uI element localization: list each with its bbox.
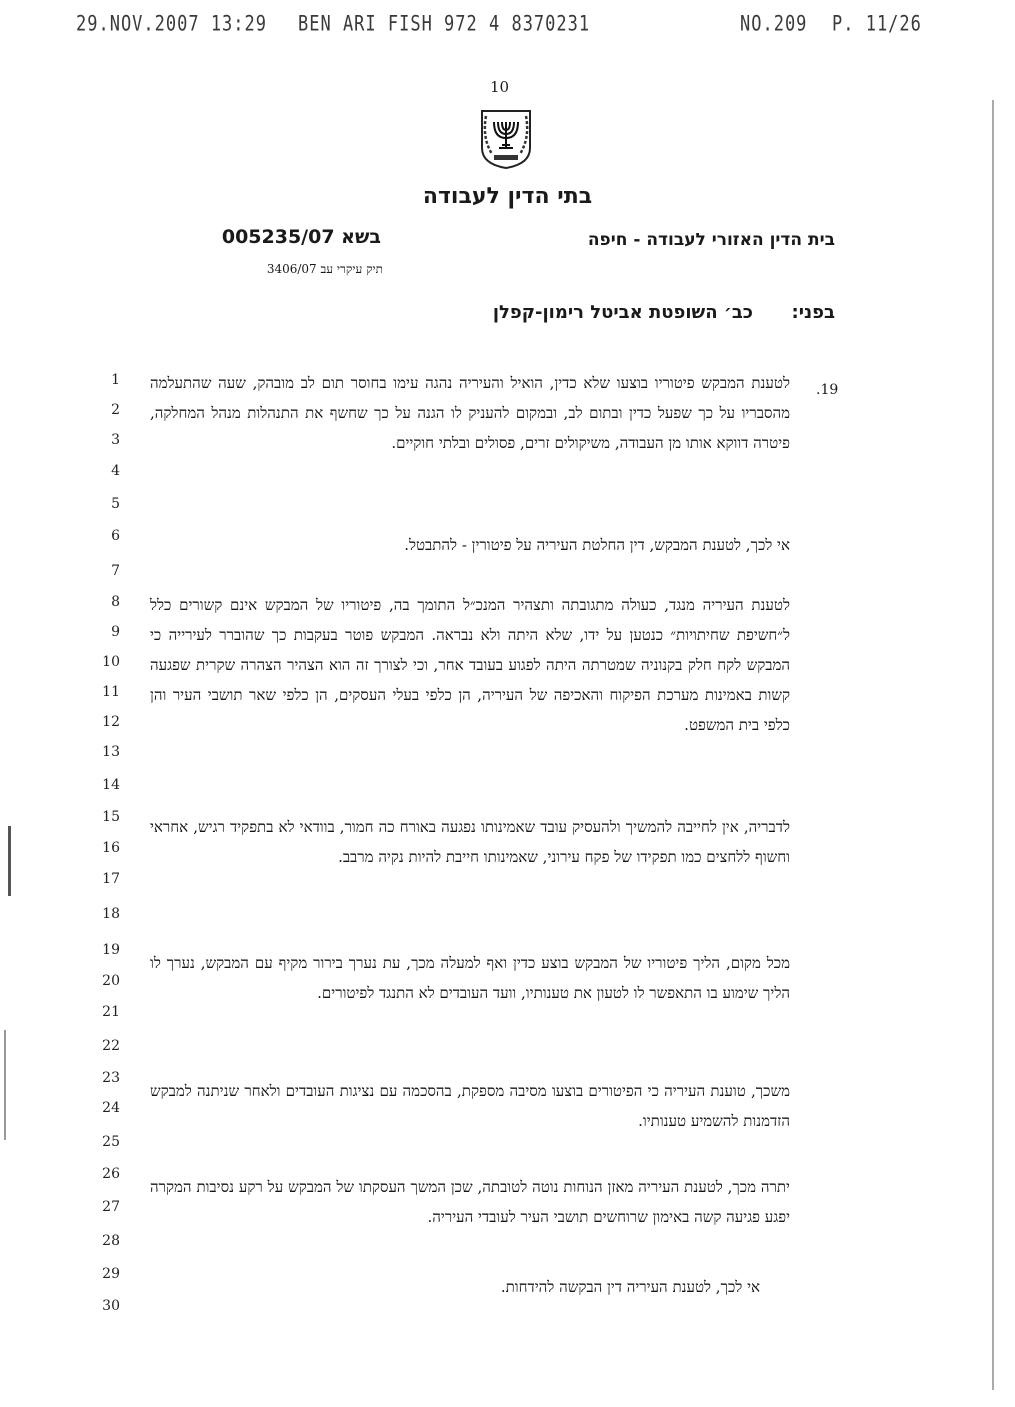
paragraph-claimant-argument: לטענת המבקש פיטוריו בוצעו שלא כדין, הואיל והעיריה נהגה עימו בחוסר תום לב מובהק, שעה שהתעלמה מהסבריו על כך שפעל כדין ובתום לב, ובמקום להעניק לו הגנה על כך שחשף את התנהלות מנהל המחלקה, פיטרה דווקא אותו מן העבודה, משיקולים זרים, פסולים ובלתי חוקיים. <box>150 374 790 452</box>
scan-noise-mark <box>4 1030 6 1140</box>
line-number: 3 <box>111 432 120 448</box>
line-number: 28 <box>102 1233 120 1249</box>
line-number: 7 <box>111 563 120 579</box>
line-number: 18 <box>102 906 120 922</box>
fax-number: NO.209 <box>740 11 808 37</box>
fax-datetime: 29.NOV.2007 13:29 <box>76 11 267 37</box>
line-number: 4 <box>111 463 120 479</box>
line-number: 22 <box>102 1038 120 1054</box>
line-number: 8 <box>111 594 120 610</box>
line-number: 29 <box>102 1266 120 1282</box>
line-number: 13 <box>102 744 120 760</box>
paragraph-sufficient-cause: משכך, טוענת העיריה כי הפיטורים בוצעו מסיבה מספקת, בהסכמה עם נציגות העובדים ולאחר שניתנה למבקש הזדמנות להשמיע טענותיו. <box>150 1082 790 1130</box>
paragraph-number: .19 <box>816 382 839 398</box>
line-number: 5 <box>111 496 120 512</box>
case-number: בשא 005235/07 <box>221 226 381 248</box>
line-number: 12 <box>102 714 120 730</box>
line-number: 14 <box>102 777 120 793</box>
fax-sender: BEN ARI FISH 972 4 8370231 <box>298 11 591 37</box>
state-emblem-icon <box>478 108 534 170</box>
line-number: 20 <box>102 973 120 989</box>
line-number: 17 <box>102 871 120 887</box>
line-number: 27 <box>102 1199 120 1215</box>
line-number: 11 <box>102 684 120 700</box>
main-file-number: תיק עיקרי עב 3406/07 <box>266 262 383 276</box>
line-number: 2 <box>111 402 120 418</box>
line-number: 9 <box>111 624 120 640</box>
line-number: 24 <box>102 1100 120 1116</box>
before-label: בפני: <box>791 302 835 323</box>
paragraph-procedure: מכל מקום, הליך פיטוריו של המבקש בוצע כדין ואף למעלה מכך, עת נערך בירור מקיף עם המבקש, נערך לו הליך שימוע בו התאפשר לו לטעון את טענותיו, וועד העובדים לא התנגד לפיטורים. <box>150 954 790 1002</box>
judge-name: כב׳ השופטת אביטל רימון-קפלן <box>492 302 753 323</box>
line-number: 19 <box>102 942 120 958</box>
line-number: 30 <box>102 1298 120 1314</box>
line-number: 6 <box>111 528 120 544</box>
paragraph-trust-argument: לדבריה, אין לחייבה להמשיך ולהעסיק עובד שאמינותו נפגעה באורח כה חמור, בוודאי לא בתפקיד רגיש, אחראי וחשוף ללחצים כמו תפקידו של פקח עירוני, שאמינותו חייבת להיות נקיה מרבב. <box>150 818 790 866</box>
paragraph-final-conclusion: אי לכך, לטענת העיריה דין הבקשה להידחות. <box>500 1278 760 1296</box>
line-number: 10 <box>102 654 120 670</box>
court-title: בתי הדין לעבודה <box>422 184 593 209</box>
line-number: 15 <box>102 809 120 825</box>
fax-page: P. 11/26 <box>832 11 922 37</box>
line-number: 23 <box>102 1070 120 1086</box>
line-number: 25 <box>102 1134 120 1150</box>
paragraph-balance-of-convenience: יתרה מכך, לטענת העיריה מאזן הנוחות נוטה לטובתה, שכן המשך העסקתו של המבקש על רקע נסיבות המקרה יפגע פגיעה קשה באימון שרוחשים תושבי העיר לעובדי העיריה. <box>150 1178 790 1226</box>
line-number: 1 <box>111 372 120 388</box>
court-name: בית הדין האזורי לעבודה - חיפה <box>587 230 835 250</box>
line-number: 26 <box>102 1166 120 1182</box>
line-number: 21 <box>102 1004 120 1020</box>
paragraph-claimant-conclusion: אי לכך, לטענת המבקש, דין החלטת העיריה על פיטורין - להתבטל. <box>404 536 790 554</box>
page-number: 10 <box>490 78 510 96</box>
line-number: 16 <box>102 840 120 856</box>
paragraph-municipality-response: לטענת העיריה מנגד, כעולה מתגובתה ותצהיר המנכ״ל התומך בה, פיטוריו של המבקש אינם קשורים כלל ל״חשיפת שחיתויות״ כנטען על ידו, שלא היתה ולא נבראה. המבקש פוטר בעקבות כך שהוברר לעירייה כי המבקש לקח חלק בקנוניה שמטרתה היתה לפגוע בעובד אחר, וכי לצורך זה הוא הצהיר הצהרה שקרית שפגעה קשות באמינות מערכת הפיקוח והאכיפה של העיריה, הן כלפי בעלי העסקים, הן כלפי שאר תושבי העיר והן כלפי בית המשפט. <box>150 596 790 734</box>
scan-edge-line <box>992 100 994 1390</box>
binding-mark <box>8 826 11 896</box>
